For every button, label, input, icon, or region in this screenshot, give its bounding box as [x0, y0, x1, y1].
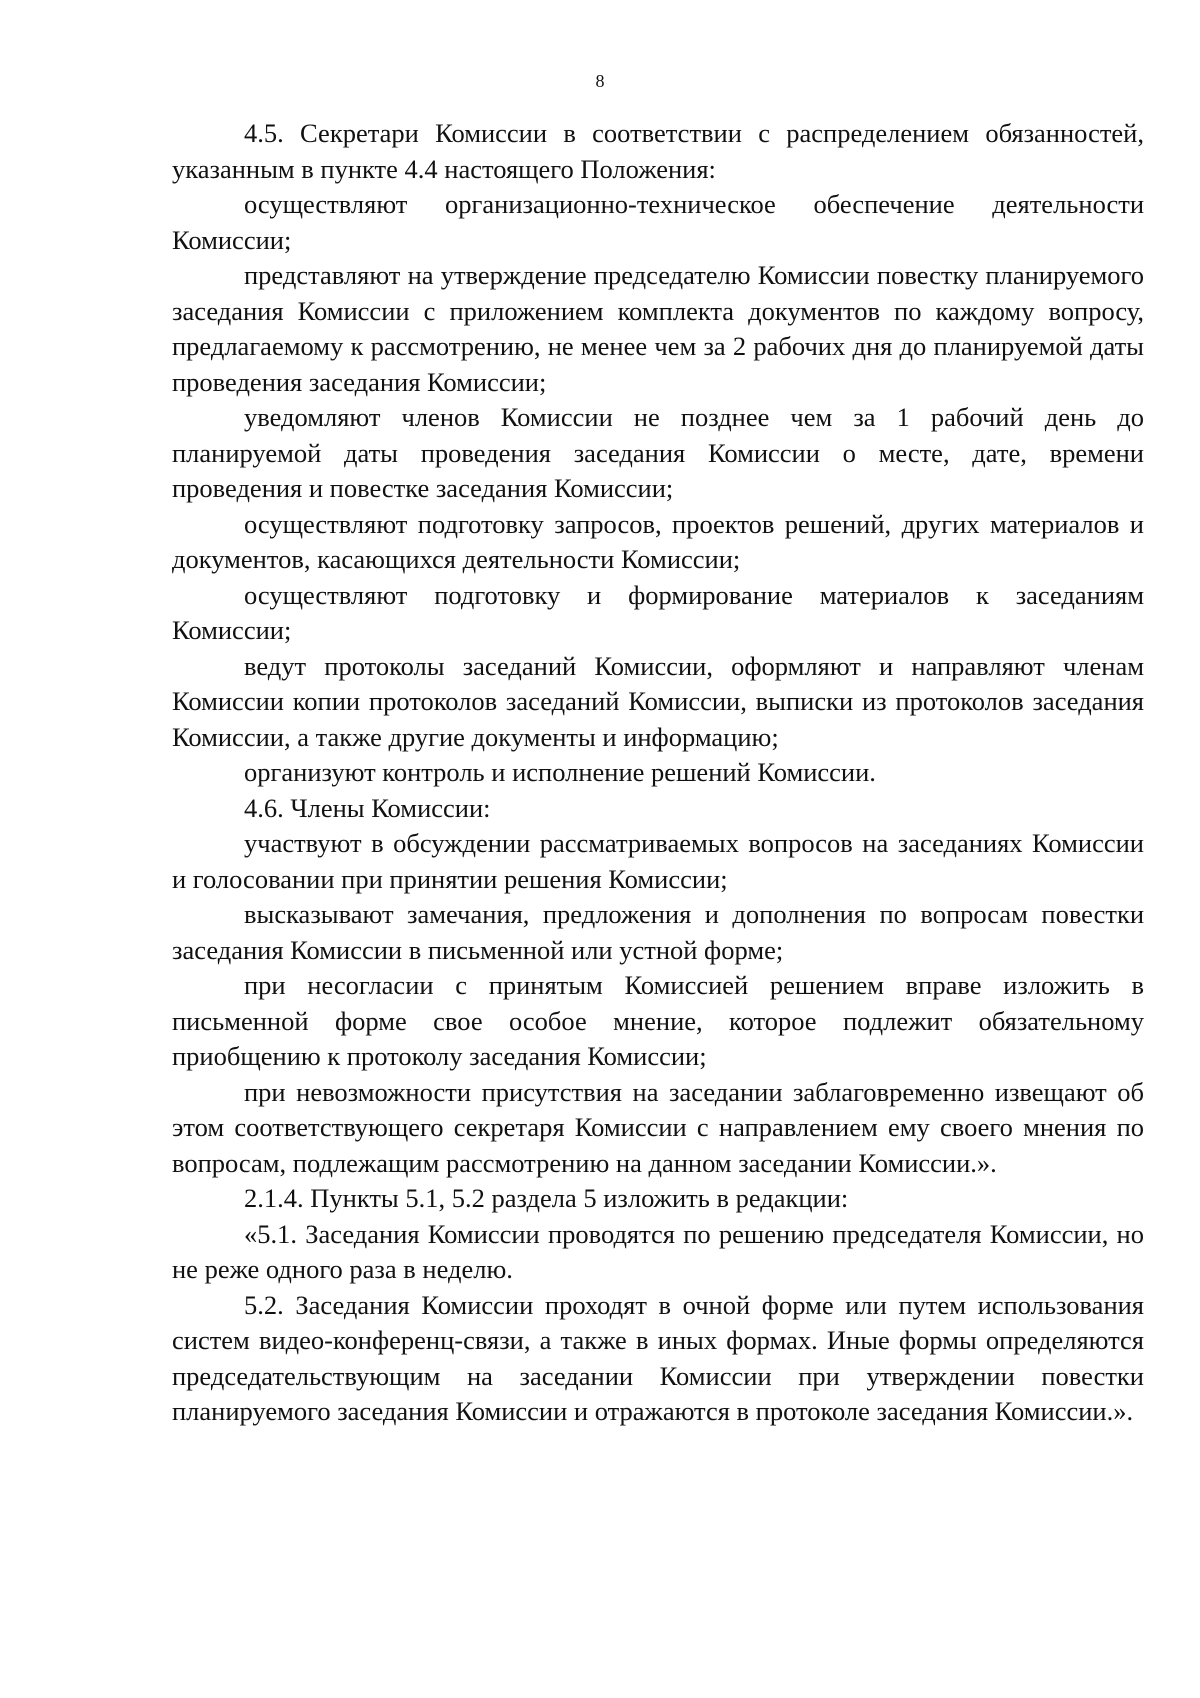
- paragraph-materials-preparation: осуществляют подготовку и формирование материалов к заседаниям Комиссии;: [172, 579, 1144, 645]
- paragraph-5-1: «5.1. Заседания Комиссии проводятся по решению председателя Комиссии, но не реже одного раза в неделю.: [172, 1218, 1144, 1284]
- paragraph-absence-notice: при невозможности присутствия на заседании заблаговременно извещают об этом соответствующего секретаря Комиссии с направлением ему своего мнения по вопросам, подлежащим рассмотрению на данном заседании Комиссии.».: [172, 1076, 1144, 1178]
- paragraph-4-5-intro: 4.5. Секретари Комиссии в соответствии с распределением обязанностей, указанным в пункте 4.4 настоящего Положения:: [172, 118, 1144, 184]
- paragraph-5-2: 5.2. Заседания Комиссии проходят в очной форме или путем использования систем видео-конференц-связи, а также в иных формах. Иные формы определяются председательствующим на заседании Комиссии при утверждении повестки планируемого заседания Комиссии и отражаются в протоколе заседания Комиссии.».: [172, 1289, 1144, 1426]
- page-number: 8: [595, 71, 605, 91]
- paragraph-minutes: ведут протоколы заседаний Комиссии, оформляют и направляют членам Комиссии копии протоколов заседаний Комиссии, выписки из протоколов заседания Комиссии, а также другие документы и информацию;: [172, 650, 1144, 752]
- paragraph-org-support: осуществляют организационно-техническое обеспечение деятельности Комиссии;: [172, 189, 1144, 255]
- paragraph-4-6-heading: 4.6. Члены Комиссии:: [244, 792, 491, 823]
- paragraph-execution-control: организуют контроль и исполнение решений Комиссии.: [244, 757, 876, 787]
- paragraph-participation: участвуют в обсуждении рассматриваемых вопросов на заседаниях Комиссии и голосовании при принятии решения Комиссии;: [172, 828, 1144, 894]
- paragraph-member-notification: уведомляют членов Комиссии не позднее чем за 1 рабочий день до планируемой даты проведения заседания Комиссии о месте, дате, времени проведения и повестке заседания Комиссии;: [172, 402, 1144, 503]
- paragraph-2-1-4: 2.1.4. Пункты 5.1, 5.2 раздела 5 изложить в редакции:: [244, 1183, 849, 1213]
- paragraph-remarks: высказывают замечания, предложения и дополнения по вопросам повестки заседания Комиссии в письменной или устной форме;: [172, 899, 1144, 965]
- paragraph-dissenting-opinion: при несогласии с принятым Комиссией решением вправе изложить в письменной форме свое особое мнение, которое подлежит обязательному приобщению к протоколу заседания Комиссии;: [172, 970, 1144, 1071]
- paragraph-agenda-submission: представляют на утверждение председателю Комиссии повестку планируемого заседания Комиссии с приложением комплекта документов по каждому вопросу, предлагаемому к рассмотрению, не менее чем за 2 рабочих дня до планируемой даты проведения заседания Комиссии;: [172, 260, 1144, 397]
- document-body: [172, 116, 1144, 1430]
- paragraph-request-preparation: осуществляют подготовку запросов, проектов решений, других материалов и документов, касающихся деятельности Комиссии;: [172, 508, 1144, 574]
